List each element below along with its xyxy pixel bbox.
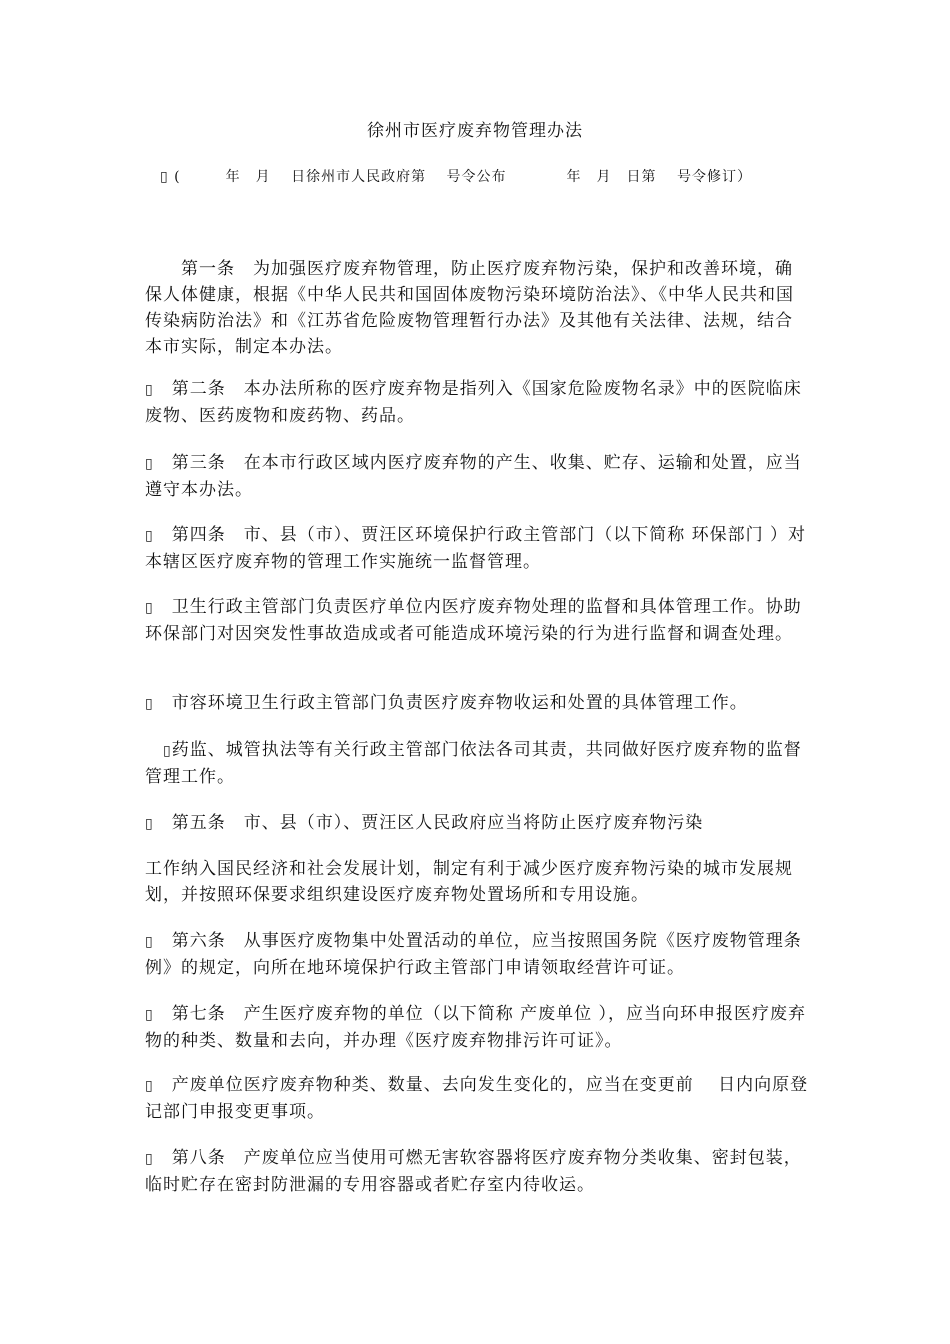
placeholder-glyph-icon: ▯ [145, 816, 154, 832]
paragraph-text: 第二条 本办法所称的医疗废弃物是指列入《国家危险废物名录》中的医院临床废物、医药废物和废药物、药品。 [145, 379, 802, 426]
paragraph-text: 第一条 为加强医疗废弃物管理，防止医疗废弃物污染，保护和改善环境，确保人体健康，根据《中华人民共和国固体废物污染环境防治法》、《中华人民共和国传染病防治法》和《江苏省危险废物管理暂行办法》及其他有关法律、法规，结合本市实际，制定本办法。 [145, 259, 794, 357]
placeholder-glyph-icon: ▯ [145, 1151, 154, 1167]
article-2 [145, 376, 810, 429]
placeholder-glyph-icon: ▯ [145, 456, 154, 472]
placeholder-glyph-icon: ▯ [145, 934, 154, 950]
document-title: 徐州市医疗废弃物管理办法 [367, 121, 583, 141]
article-7 [145, 1001, 810, 1054]
paragraph-text: 第八条 产废单位应当使用可燃无害软容器将医疗废弃物分类收集、密封包装，临时贮存在密封防泄漏的专用容器或者贮存室内待收运。 [145, 1148, 802, 1195]
paragraph-text: 市容环境卫生行政主管部门负责医疗废弃物收运和处置的具体管理工作。 [153, 693, 748, 713]
paragraph-text: 卫生行政主管部门负责医疗单位内医疗废弃物处理的监督和具体管理工作。协助环保部门对因突发性事故造成或者可能造成环境污染的行为进行监督和调查处理。 [145, 597, 802, 644]
placeholder-glyph-icon: ▯ [145, 600, 154, 616]
article-5 [145, 810, 810, 837]
placeholder-glyph-icon: ▯ [163, 743, 172, 759]
placeholder-glyph-icon: ▯ [145, 382, 154, 398]
article-7-changes [145, 1072, 810, 1125]
document-subtitle [160, 166, 752, 186]
paragraph-text: 第五条 市、县（市）、贾汪区人民政府应当将防止医疗废弃物污染 [153, 813, 704, 833]
article-4-sanitation [145, 690, 810, 717]
paragraph-text: 第六条 从事医疗废物集中处置活动的单位，应当按照国务院《医疗废物管理条例》的规定，向所在地环境保护行政主管部门申请领取经营许可证。 [145, 931, 802, 978]
article-1 [145, 256, 810, 360]
article-6 [145, 928, 810, 981]
placeholder-glyph-icon: ▯ [145, 1078, 154, 1094]
placeholder-glyph-icon: ▯ [160, 169, 169, 185]
paragraph-text: 药监、城管执法等有关行政主管部门依法各司其责，共同做好医疗废弃物的监督管理工作。 [145, 740, 802, 787]
placeholder-glyph-icon: ▯ [145, 696, 154, 712]
placeholder-glyph-icon: ▯ [145, 528, 154, 544]
subtitle-text: ( 年 月 日徐州市人民政府第 号令公布 年 月 日第 号令修订） [174, 169, 752, 185]
paragraph-text: 工作纳入国民经济和社会发展计划，制定有利于减少医疗废弃物污染的城市发展规划，并按照环保要求组织建设医疗废弃物处置场所和专用设施。 [145, 859, 793, 905]
article-8 [145, 1145, 810, 1198]
paragraph-text: 产废单位医疗废弃物种类、数量、去向发生变化的，应当在变更前 日内向原登记部门申报变更事项。 [145, 1075, 809, 1122]
paragraph-text: 第三条 在本市行政区域内医疗废弃物的产生、收集、贮存、运输和处置，应当遵守本办法。 [145, 453, 802, 500]
paragraph-text: 第七条 产生医疗废弃物的单位（以下简称 产废单位 ），应当向环申报医疗废弃物的种类、数量和去向，并办理《医疗废弃物排污许可证》。 [145, 1004, 807, 1051]
article-5-continued [145, 856, 810, 908]
article-4 [145, 522, 810, 575]
paragraph-text: 第四条 市、县（市）、贾汪区环境保护行政主管部门（以下简称 环保部门 ）对本辖区医疗废弃物的管理工作实施统一监督管理。 [145, 525, 807, 572]
article-4-other-depts [145, 737, 810, 790]
article-3 [145, 450, 810, 503]
placeholder-glyph-icon: ▯ [145, 1007, 154, 1023]
article-4-health [145, 594, 810, 647]
